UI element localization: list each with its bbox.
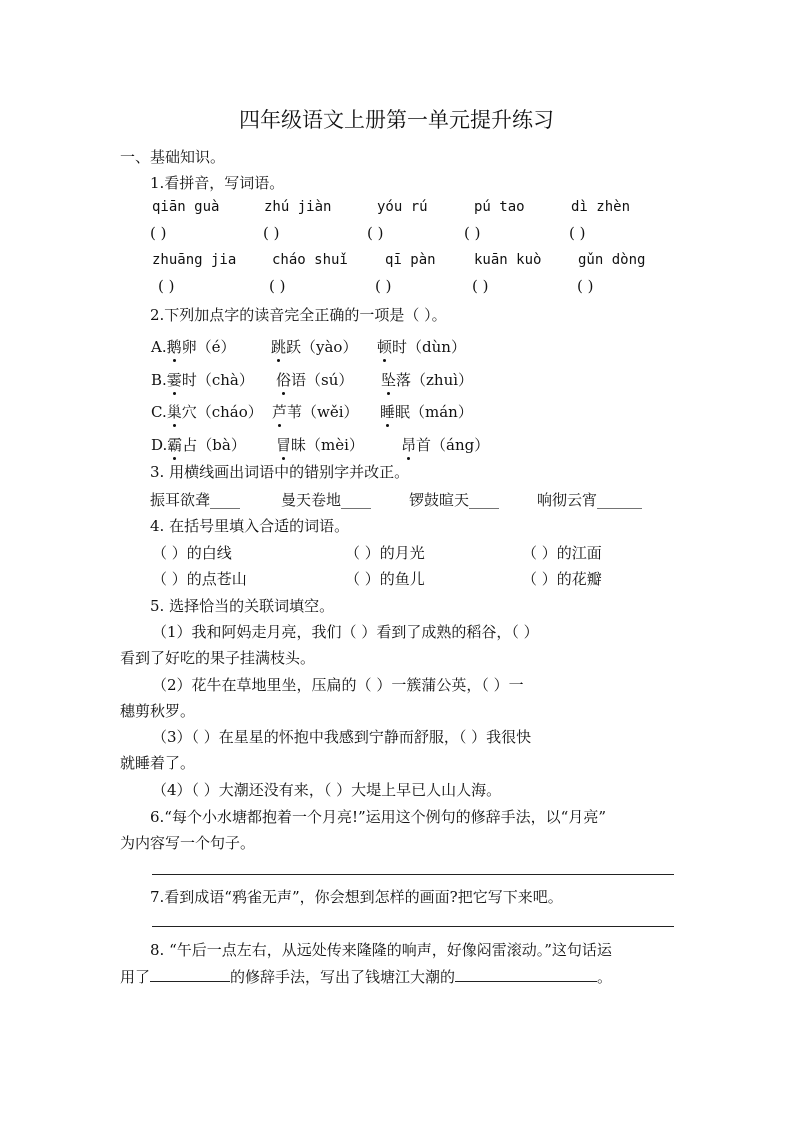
q2-option-b[interactable]: B.霎时（chà） bbox=[151, 371, 254, 389]
q2-option-d[interactable]: D.霸占（bà） bbox=[151, 436, 246, 454]
page-title: 四年级语文上册第一单元提升练习 bbox=[239, 108, 554, 132]
q8-text: 8. “午后一点左右，从远处传来隆隆的响声，好像闷雷滚动。”这句话运 bbox=[150, 941, 612, 959]
pinyin-4: pú tao bbox=[474, 199, 525, 215]
q6-text: 6.“每个小水塘都抱着一个月亮!”运用这个例句的修辞手法，以“月亮” bbox=[150, 808, 607, 826]
q4-item[interactable]: （ ）的江面 bbox=[522, 544, 602, 562]
answer-blank[interactable]: ( ) bbox=[569, 224, 586, 242]
q2-option-d-word2: 冒昧（mèi） bbox=[276, 436, 364, 454]
answer-blank[interactable]: ( ) bbox=[367, 224, 384, 242]
pinyin-6: zhuāng jia bbox=[152, 252, 237, 268]
answer-blank[interactable]: ( ) bbox=[150, 224, 167, 242]
q2-option-b-word3: 坠落（zhuì） bbox=[381, 371, 474, 389]
q2-option-a[interactable]: A.鹅卵（é） bbox=[151, 338, 236, 356]
q4-item[interactable]: （ ）的月光 bbox=[345, 544, 425, 562]
answer-blank[interactable]: ( ) bbox=[158, 277, 175, 295]
q4-item[interactable]: （ ）的鱼儿 bbox=[345, 570, 425, 588]
q8-blank-1[interactable] bbox=[150, 967, 230, 982]
q2-label: 2.下列加点字的读音完全正确的一项是（ ）。 bbox=[150, 306, 447, 324]
section-heading: 一、基础知识。 bbox=[120, 148, 226, 166]
q5-sentence-2[interactable]: （2）花牛在草地里坐，压扁的（ ）一簇蒲公英，（ ）一 bbox=[152, 676, 524, 694]
answer-blank[interactable]: ( ) bbox=[375, 277, 392, 295]
pinyin-7: cháo shuǐ bbox=[272, 252, 348, 268]
q2-option-a-word2: 跳跃（yào） bbox=[271, 338, 358, 356]
q8-text-cont: 用了 的修辞手法，写出了钱塘江大潮的 。 bbox=[120, 968, 613, 986]
q2-option-d-word3: 昂首（áng） bbox=[401, 436, 490, 454]
q5-sentence-3[interactable]: （3）（ ）在星星的怀抱中我感到宁静而舒服，（ ）我很快 bbox=[152, 728, 532, 746]
q3-word-3[interactable]: 锣鼓暄天____ bbox=[409, 491, 500, 509]
q1-label: 1.看拼音，写词语。 bbox=[150, 174, 285, 192]
q7-text: 7.看到成语“鸦雀无声”，你会想到怎样的画面?把它写下来吧。 bbox=[150, 888, 563, 906]
q2-option-c-word2: 芦苇（wěi） bbox=[272, 403, 359, 421]
q4-item[interactable]: （ ）的点苍山 bbox=[152, 570, 247, 588]
q4-item[interactable]: （ ）的花瓣 bbox=[522, 570, 602, 588]
q3-word-1[interactable]: 振耳欲聋____ bbox=[150, 491, 241, 509]
q2-option-b-word2: 俗语（sú） bbox=[276, 371, 354, 389]
pinyin-1: qiān guà bbox=[152, 199, 220, 215]
answer-blank[interactable]: ( ) bbox=[269, 277, 286, 295]
answer-blank[interactable]: ( ) bbox=[263, 224, 280, 242]
answer-blank[interactable]: ( ) bbox=[472, 277, 489, 295]
q3-label: 3. 用横线画出词语中的错别字并改正。 bbox=[150, 463, 410, 481]
q4-item[interactable]: （ ）的白线 bbox=[152, 544, 232, 562]
q8-blank-2[interactable] bbox=[455, 967, 597, 982]
pinyin-3: yóu rú bbox=[377, 199, 428, 215]
q5-sentence-4[interactable]: （4）（ ）大潮还没有来，（ ）大堤上早已人山人海。 bbox=[152, 781, 502, 799]
q5-sentence-2-cont: 穗剪秋罗。 bbox=[120, 702, 196, 720]
q6-answer-line[interactable] bbox=[152, 874, 674, 875]
q3-word-4[interactable]: 响彻云宵______ bbox=[537, 491, 643, 509]
pinyin-9: kuān kuò bbox=[474, 252, 542, 268]
q5-label: 5. 选择恰当的关联词填空。 bbox=[150, 597, 335, 615]
q2-option-a-word3: 顿时（dùn） bbox=[377, 338, 466, 356]
q4-label: 4. 在括号里填入合适的词语。 bbox=[150, 517, 350, 535]
answer-blank[interactable]: ( ) bbox=[464, 224, 481, 242]
pinyin-5: dì zhèn bbox=[571, 199, 631, 215]
q7-answer-line[interactable] bbox=[152, 926, 674, 927]
q5-sentence-1-cont: 看到了好吃的果子挂满枝头。 bbox=[120, 649, 316, 667]
pinyin-2: zhú jiàn bbox=[264, 199, 332, 215]
q5-sentence-1[interactable]: （1）我和阿妈走月亮，我们（ ）看到了成熟的稻谷，（ ） bbox=[152, 623, 539, 641]
q6-text-cont: 为内容写一个句子。 bbox=[120, 834, 256, 852]
q5-sentence-3-cont: 就睡着了。 bbox=[120, 754, 196, 772]
q3-word-2[interactable]: 曼天卷地____ bbox=[281, 491, 372, 509]
answer-blank[interactable]: ( ) bbox=[577, 277, 594, 295]
q2-option-c-word3: 睡眠（mán） bbox=[380, 403, 473, 421]
pinyin-8: qī pàn bbox=[385, 252, 436, 268]
pinyin-10: gǔn dòng bbox=[578, 252, 646, 268]
q2-option-c[interactable]: C.巢穴（cháo） bbox=[151, 403, 263, 421]
